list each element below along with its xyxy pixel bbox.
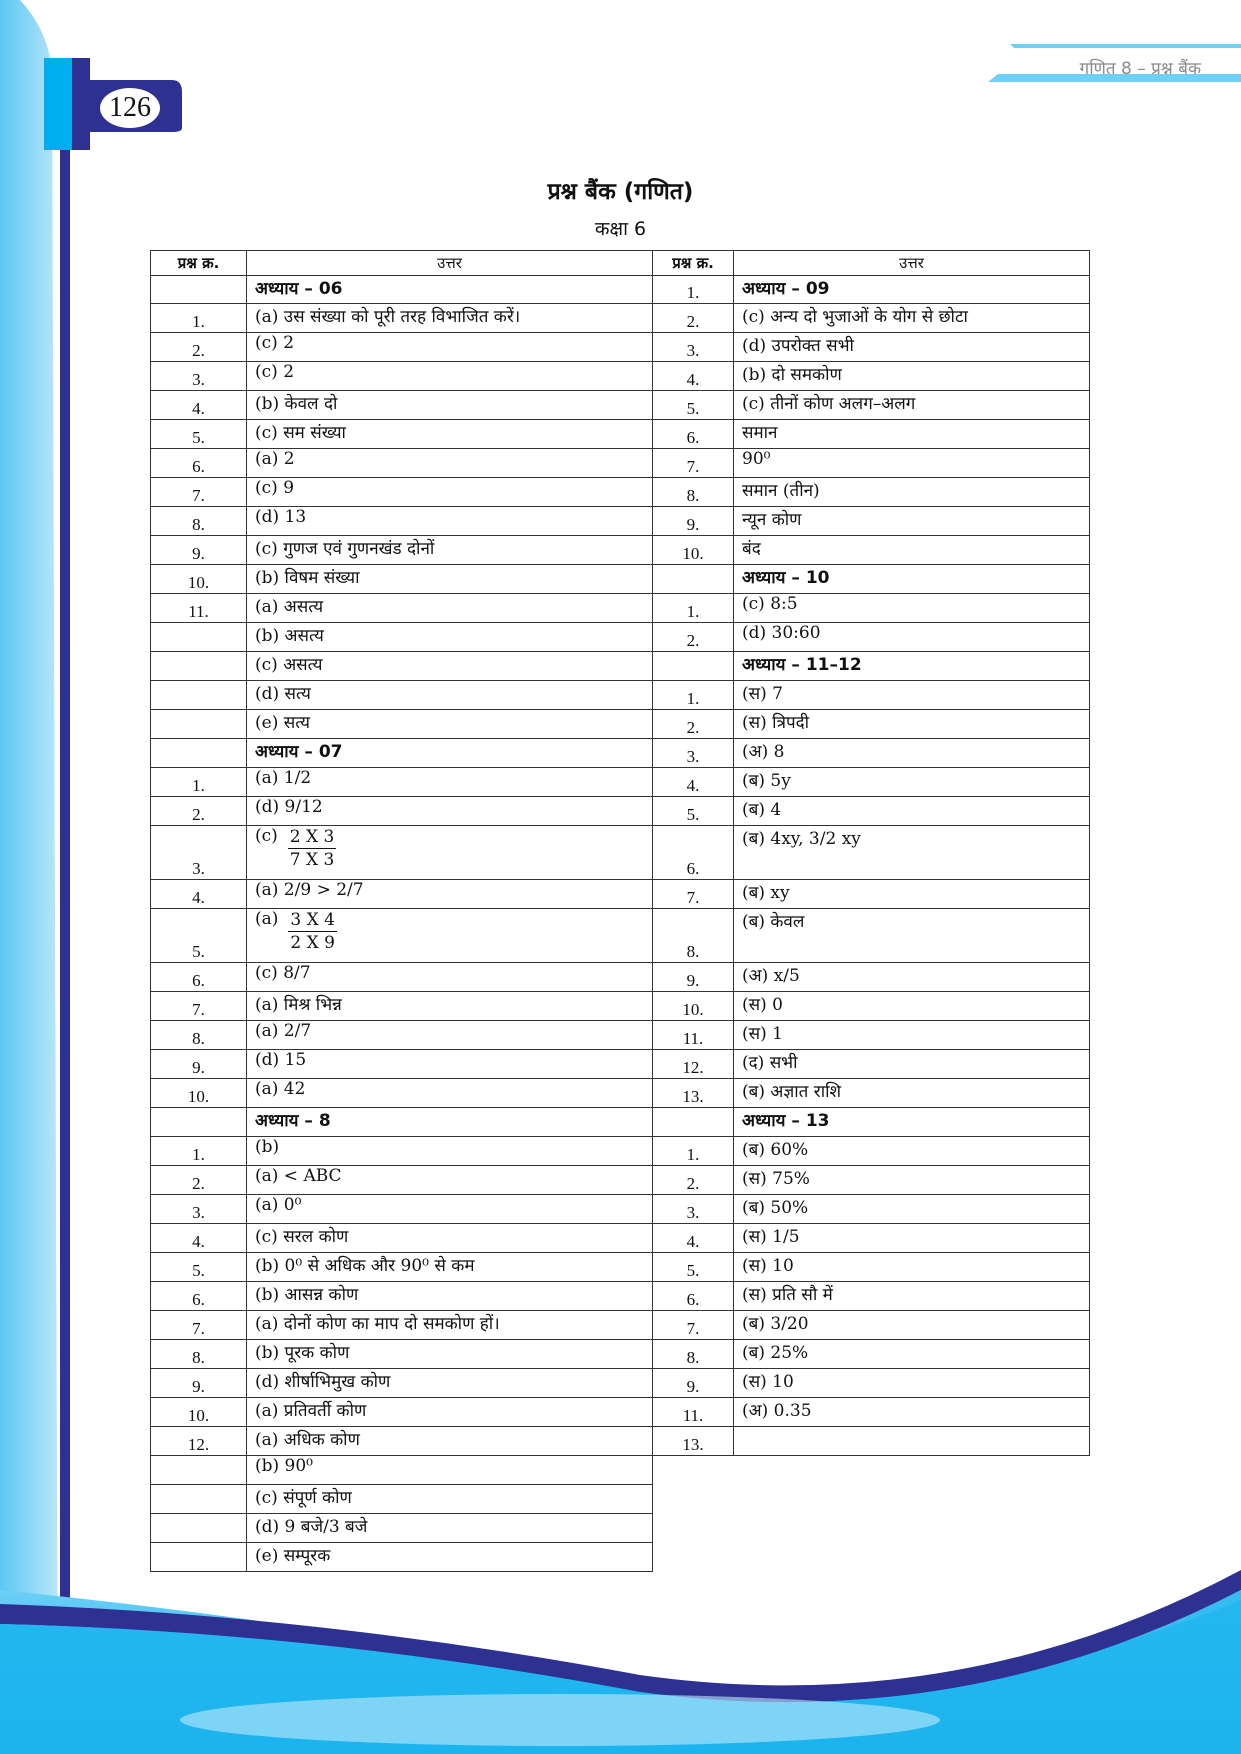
table-row <box>653 1398 1090 1427</box>
question-number <box>653 1108 734 1137</box>
table-row <box>653 1282 1090 1311</box>
table-row <box>151 565 653 594</box>
table-row <box>653 739 1090 768</box>
table-row <box>151 826 653 880</box>
answer-text: (ब) xy <box>734 880 1090 909</box>
question-number: 1. <box>653 276 734 304</box>
answer-text: 90⁰ <box>734 449 1090 478</box>
answer-text: (d) सत्य <box>247 681 653 710</box>
answer-text: (c) सम संख्या <box>247 420 653 449</box>
question-number: 2. <box>151 333 247 362</box>
table-row <box>653 1195 1090 1224</box>
question-number: 5. <box>151 420 247 449</box>
answer-text: (ब) 50% <box>734 1195 1090 1224</box>
answer-text: (ब) केवल <box>734 909 1090 963</box>
answer-text: (c) तीनों कोण अलग–अलग <box>734 391 1090 420</box>
answer-text: (d) 9 बजे/3 बजे <box>247 1514 653 1543</box>
answer-text: (d) 9/12 <box>247 797 653 826</box>
question-number: 6. <box>653 826 734 880</box>
question-number: 2. <box>151 1166 247 1195</box>
question-number: 10. <box>151 565 247 594</box>
table-row <box>653 652 1090 681</box>
table-row <box>151 1021 653 1050</box>
answer-text: (ब) 60% <box>734 1137 1090 1166</box>
table-row <box>151 1543 653 1572</box>
answer-text: (a) उस संख्या को पूरी तरह विभाजित करें। <box>247 304 653 333</box>
fraction-denominator: 2 X 9 <box>290 933 335 953</box>
table-row <box>151 391 653 420</box>
question-number: 3. <box>151 826 247 880</box>
table-row <box>653 1050 1090 1079</box>
table-row <box>151 1427 653 1456</box>
table-row <box>151 362 653 391</box>
table-row <box>653 681 1090 710</box>
question-number: 3. <box>653 333 734 362</box>
question-number: 7. <box>653 880 734 909</box>
table-row <box>151 1253 653 1282</box>
question-number: 3. <box>653 1195 734 1224</box>
question-number <box>151 1456 247 1485</box>
table-row <box>151 909 653 963</box>
question-number <box>151 1485 247 1514</box>
question-number <box>653 565 734 594</box>
answer-text: (a) 42 <box>247 1079 653 1108</box>
answer-cell <box>247 909 653 963</box>
table-row <box>151 594 653 623</box>
question-number: 9. <box>151 1050 247 1079</box>
table-row <box>653 420 1090 449</box>
question-number <box>151 1543 247 1572</box>
answer-text: (c) संपूर्ण कोण <box>247 1485 653 1514</box>
question-number: 7. <box>151 1311 247 1340</box>
table-row <box>653 826 1090 880</box>
answer-text: (b) विषम संख्या <box>247 565 653 594</box>
answer-text: न्यून कोण <box>734 507 1090 536</box>
answer-text: (d) शीर्षाभिमुख कोण <box>247 1369 653 1398</box>
answer-text: (स) प्रति सौ में <box>734 1282 1090 1311</box>
table-row <box>653 1369 1090 1398</box>
column-header-qno: प्रश्न क्र. <box>653 251 734 276</box>
question-number: 8. <box>653 909 734 963</box>
question-number: 8. <box>151 1340 247 1369</box>
question-number: 1. <box>653 1137 734 1166</box>
answer-text: (स) 75% <box>734 1166 1090 1195</box>
question-number: 9. <box>653 963 734 992</box>
answer-text: (e) सत्य <box>247 710 653 739</box>
answer-text: बंद <box>734 536 1090 565</box>
answer-text: (d) उपरोक्त सभी <box>734 333 1090 362</box>
answer-text: (अ) 0.35 <box>734 1398 1090 1427</box>
table-row <box>151 1050 653 1079</box>
answer-table-left <box>150 250 653 1572</box>
answer-text: (a) अधिक कोण <box>247 1427 653 1456</box>
answer-text: (a) 1/2 <box>247 768 653 797</box>
fraction <box>288 826 337 871</box>
question-number: 13. <box>653 1427 734 1456</box>
answer-text: (a) <box>255 909 279 929</box>
chapter-heading: अध्याय – 07 <box>247 739 653 768</box>
table-row <box>151 1166 653 1195</box>
answer-cell <box>247 826 653 880</box>
answer-text: (d) 13 <box>247 507 653 536</box>
question-number: 4. <box>151 391 247 420</box>
table-row <box>151 1456 653 1485</box>
answer-text: (a) प्रतिवर्ती कोण <box>247 1398 653 1427</box>
column-header-answer: उत्तर <box>734 251 1090 276</box>
question-number: 8. <box>653 1340 734 1369</box>
answer-text: (b) 0⁰ से अधिक और 90⁰ से कम <box>247 1253 653 1282</box>
answer-text <box>734 1427 1090 1456</box>
table-row <box>151 276 653 304</box>
answer-text: (c) 2 <box>247 362 653 391</box>
question-number: 4. <box>151 1224 247 1253</box>
question-number: 2. <box>653 304 734 333</box>
table-row <box>653 333 1090 362</box>
table-row <box>151 1369 653 1398</box>
answer-text: (b) <box>247 1137 653 1166</box>
chapter-heading: अध्याय – 11–12 <box>734 652 1090 681</box>
question-number <box>653 652 734 681</box>
question-number: 8. <box>151 1021 247 1050</box>
table-row <box>151 1311 653 1340</box>
table-row <box>151 710 653 739</box>
answer-text: (ब) 3/20 <box>734 1311 1090 1340</box>
table-row <box>653 992 1090 1021</box>
table-row <box>151 420 653 449</box>
answer-text: (d) 30:60 <box>734 623 1090 652</box>
question-number <box>151 1108 247 1137</box>
table-row <box>653 565 1090 594</box>
table-row <box>653 1311 1090 1340</box>
question-number: 9. <box>653 1369 734 1398</box>
question-number <box>151 652 247 681</box>
table-row <box>653 797 1090 826</box>
question-number: 3. <box>151 362 247 391</box>
question-number: 5. <box>151 909 247 963</box>
table-row <box>653 1021 1090 1050</box>
table-row <box>151 1514 653 1543</box>
question-number: 2. <box>151 797 247 826</box>
fraction-numerator: 2 X 3 <box>289 827 335 847</box>
table-row <box>653 1166 1090 1195</box>
answer-text: (c) अन्य दो भुजाओं के योग से छोटा <box>734 304 1090 333</box>
page-title: प्रश्न बैंक (गणित) <box>547 179 694 205</box>
answer-text: (अ) 8 <box>734 739 1090 768</box>
answer-text: (b) केवल दो <box>247 391 653 420</box>
table-row <box>151 478 653 507</box>
table-row <box>151 333 653 362</box>
running-header-title: गणित 8 – प्रश्न बैंक <box>1079 59 1201 79</box>
question-number: 13. <box>653 1079 734 1108</box>
table-row <box>653 1108 1090 1137</box>
answer-table-right <box>652 250 1090 1456</box>
left-strip <box>0 0 58 1754</box>
question-number <box>151 739 247 768</box>
question-number: 3. <box>653 739 734 768</box>
table-row <box>653 1427 1090 1456</box>
answer-text: (स) 1 <box>734 1021 1090 1050</box>
answer-text: समान (तीन) <box>734 478 1090 507</box>
question-number: 7. <box>151 478 247 507</box>
table-row <box>653 1079 1090 1108</box>
answer-text: (b) आसन्न कोण <box>247 1282 653 1311</box>
table-row <box>151 963 653 992</box>
answer-text: (b) असत्य <box>247 623 653 652</box>
question-number: 3. <box>151 1195 247 1224</box>
question-number: 5. <box>151 1253 247 1282</box>
table-row <box>653 710 1090 739</box>
table-row <box>151 1195 653 1224</box>
answer-text: (e) सम्पूरक <box>247 1543 653 1572</box>
question-number: 6. <box>151 963 247 992</box>
answer-text: (a) 0⁰ <box>247 1195 653 1224</box>
answer-text: (अ) x/5 <box>734 963 1090 992</box>
question-number: 4. <box>151 880 247 909</box>
answer-text: (स) 1/5 <box>734 1224 1090 1253</box>
question-number: 5. <box>653 797 734 826</box>
question-number: 6. <box>151 1282 247 1311</box>
answer-text: समान <box>734 420 1090 449</box>
question-number: 6. <box>653 1282 734 1311</box>
left-pole <box>60 120 70 1620</box>
question-number: 10. <box>653 536 734 565</box>
question-number: 11. <box>151 594 247 623</box>
answer-text: (स) 10 <box>734 1253 1090 1282</box>
table-row <box>151 992 653 1021</box>
table-row <box>653 1137 1090 1166</box>
table-row <box>653 768 1090 797</box>
question-number: 7. <box>151 992 247 1021</box>
table-row <box>151 1108 653 1137</box>
answer-text: (c) गुणज एवं गुणनखंड दोनों <box>247 536 653 565</box>
question-number: 4. <box>653 768 734 797</box>
answer-text: (c) असत्य <box>247 652 653 681</box>
table-row <box>653 594 1090 623</box>
table-row <box>653 623 1090 652</box>
question-number: 12. <box>653 1050 734 1079</box>
question-number <box>151 1514 247 1543</box>
answer-text: (स) त्रिपदी <box>734 710 1090 739</box>
question-number: 7. <box>653 449 734 478</box>
answer-text: (a) 2/9 > 2/7 <box>247 880 653 909</box>
question-number: 2. <box>653 1166 734 1195</box>
question-number: 12. <box>151 1427 247 1456</box>
question-number: 1. <box>151 1137 247 1166</box>
class-subtitle: कक्षा 6 <box>594 218 647 240</box>
answer-text: (a) 2 <box>247 449 653 478</box>
table-row <box>653 478 1090 507</box>
answer-text: (a) 2/7 <box>247 1021 653 1050</box>
table-row <box>151 449 653 478</box>
question-number: 11. <box>653 1021 734 1050</box>
table-row <box>151 1398 653 1427</box>
table-row <box>653 536 1090 565</box>
answer-text: (c) सरल कोण <box>247 1224 653 1253</box>
table-row <box>653 507 1090 536</box>
question-number: 6. <box>151 449 247 478</box>
answer-text: (a) असत्य <box>247 594 653 623</box>
table-row <box>653 880 1090 909</box>
column-header-answer: उत्तर <box>247 251 653 276</box>
table-row <box>151 797 653 826</box>
table-row <box>151 623 653 652</box>
question-number: 1. <box>151 768 247 797</box>
table-row <box>151 681 653 710</box>
table-row <box>151 536 653 565</box>
question-number: 10. <box>653 992 734 1021</box>
answer-text: (b) पूरक कोण <box>247 1340 653 1369</box>
question-number: 1. <box>653 594 734 623</box>
question-number: 8. <box>653 478 734 507</box>
table-row <box>653 1224 1090 1253</box>
table-row <box>151 1224 653 1253</box>
answer-text: (ब) अज्ञात राशि <box>734 1079 1090 1108</box>
fraction-numerator: 3 X 4 <box>290 910 335 930</box>
table-header-row <box>653 251 1090 276</box>
table-row <box>151 304 653 333</box>
question-number: 4. <box>653 1224 734 1253</box>
table-row <box>151 768 653 797</box>
chapter-heading: अध्याय – 8 <box>247 1108 653 1137</box>
question-number: 8. <box>151 507 247 536</box>
question-number: 5. <box>653 391 734 420</box>
column-header-qno: प्रश्न क्र. <box>151 251 247 276</box>
table-row <box>653 304 1090 333</box>
table-row <box>151 739 653 768</box>
answer-text: (c) 2 <box>247 333 653 362</box>
answer-text: (ब) 5y <box>734 768 1090 797</box>
question-number: 10. <box>151 1398 247 1427</box>
table-row <box>653 362 1090 391</box>
question-number: 7. <box>653 1311 734 1340</box>
answer-text: (c) <box>255 826 278 846</box>
table-row <box>653 391 1090 420</box>
chapter-heading: अध्याय – 13 <box>734 1108 1090 1137</box>
table-row <box>151 652 653 681</box>
chapter-heading: अध्याय – 06 <box>247 276 653 304</box>
table-row <box>151 880 653 909</box>
answer-text: (c) 8:5 <box>734 594 1090 623</box>
table-row <box>151 1137 653 1166</box>
answer-text: (ब) 4 <box>734 797 1090 826</box>
question-number <box>151 623 247 652</box>
chapter-heading: अध्याय – 09 <box>734 276 1090 304</box>
question-number: 1. <box>151 304 247 333</box>
question-number: 5. <box>653 1253 734 1282</box>
answer-text: (c) 8/7 <box>247 963 653 992</box>
answer-text: (ब) 25% <box>734 1340 1090 1369</box>
answer-text: (द) सभी <box>734 1050 1090 1079</box>
question-number: 10. <box>151 1079 247 1108</box>
question-number: 11. <box>653 1398 734 1427</box>
answer-text: (a) मिश्र भिन्न <box>247 992 653 1021</box>
page-number: 126 <box>109 92 151 123</box>
fraction <box>288 909 337 954</box>
table-row <box>653 1340 1090 1369</box>
answer-text: (a) दोनों कोण का माप दो समकोण हों। <box>247 1311 653 1340</box>
table-row <box>151 507 653 536</box>
question-number <box>151 681 247 710</box>
table-row <box>151 1485 653 1514</box>
answer-text: (c) 9 <box>247 478 653 507</box>
answer-text: (ब) 4xy, 3/2 xy <box>734 826 1090 880</box>
table-header-row <box>151 251 653 276</box>
table-row <box>653 963 1090 992</box>
answer-text: (स) 7 <box>734 681 1090 710</box>
question-number <box>151 710 247 739</box>
answer-text: (a) < ABC <box>247 1166 653 1195</box>
answer-text: (स) 0 <box>734 992 1090 1021</box>
question-number <box>151 276 247 304</box>
table-row <box>151 1282 653 1311</box>
fraction-denominator: 7 X 3 <box>289 850 335 870</box>
question-number: 9. <box>653 507 734 536</box>
answer-text: (b) दो समकोण <box>734 362 1090 391</box>
table-row <box>151 1340 653 1369</box>
question-number: 4. <box>653 362 734 391</box>
chapter-heading: अध्याय – 10 <box>734 565 1090 594</box>
question-number: 2. <box>653 623 734 652</box>
answer-text: (b) 90⁰ <box>247 1456 653 1485</box>
table-row <box>653 449 1090 478</box>
table-row <box>151 1079 653 1108</box>
answer-text: (स) 10 <box>734 1369 1090 1398</box>
question-number: 2. <box>653 710 734 739</box>
question-number: 9. <box>151 1369 247 1398</box>
question-number: 9. <box>151 536 247 565</box>
answer-text: (d) 15 <box>247 1050 653 1079</box>
question-number: 1. <box>653 681 734 710</box>
table-row <box>653 276 1090 304</box>
table-row <box>653 909 1090 963</box>
table-row <box>653 1253 1090 1282</box>
question-number: 6. <box>653 420 734 449</box>
